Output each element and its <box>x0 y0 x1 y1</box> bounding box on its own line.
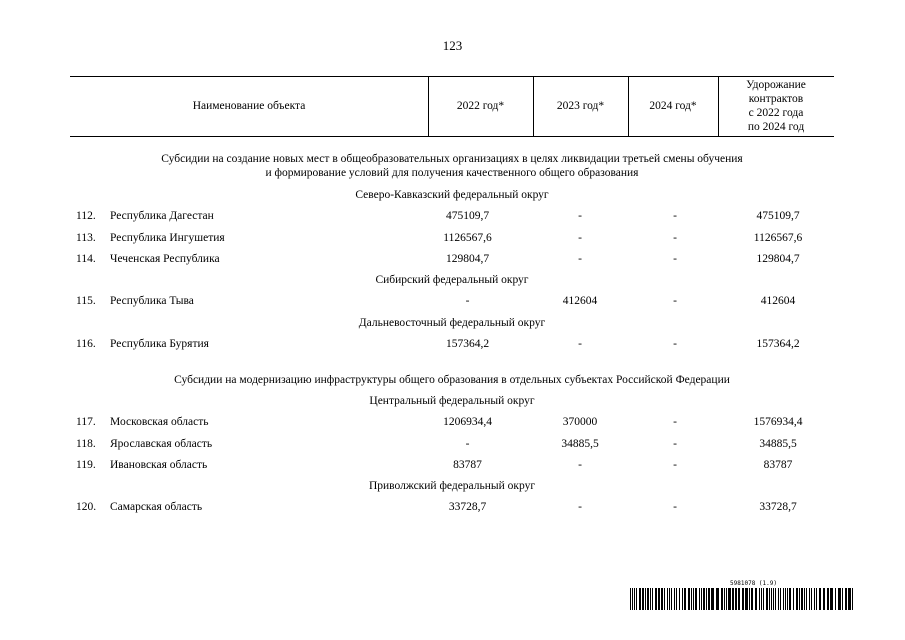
row-region: Самарская область <box>110 501 203 513</box>
row-number: 115. <box>76 295 96 307</box>
row-region: Ивановская область <box>110 459 208 471</box>
row-region: Московская область <box>110 416 209 428</box>
section-title-line: и формирование условий для получения качественного общего образования <box>265 167 639 179</box>
row-2022-value: - <box>465 295 470 307</box>
header-bottom-rule <box>70 136 834 137</box>
district-heading: Дальневосточный федеральный округ <box>358 317 546 329</box>
row-2023-value: - <box>578 253 582 265</box>
table-row <box>0 415 905 429</box>
barcode-label: 5981078 (1.9) <box>730 580 777 587</box>
row-2023-value: 412604 <box>562 295 598 307</box>
row-number: 113. <box>76 232 96 244</box>
row-2023-value: - <box>578 210 582 222</box>
district-heading: Сибирский федеральный округ <box>375 274 529 286</box>
row-2022-value: 1206934,4 <box>443 416 492 428</box>
row-2023-value: 34885,5 <box>561 438 599 450</box>
row-increase-value: 412604 <box>760 295 796 307</box>
row-number: 119. <box>76 459 96 471</box>
row-number: 117. <box>76 416 96 428</box>
row-2022-value: 33728,7 <box>448 501 487 513</box>
row-number: 112. <box>76 210 96 222</box>
row-region: Республика Бурятия <box>110 338 209 350</box>
header-increase-line: контрактов <box>748 93 804 105</box>
row-number: 116. <box>76 338 96 350</box>
row-2023-value: - <box>578 501 582 513</box>
page-number: 123 <box>442 38 463 53</box>
row-2024-value: - <box>673 295 677 307</box>
header-2023-column: 2023 год* <box>556 100 605 112</box>
row-2022-value: 475109,7 <box>445 210 490 222</box>
row-2024-value: - <box>673 459 677 471</box>
row-2022-value: 129804,7 <box>445 253 490 265</box>
table-row <box>0 231 905 245</box>
header-2022-column: 2022 год* <box>456 100 505 112</box>
district-heading: Центральный федеральный округ <box>369 395 535 407</box>
section-title <box>70 373 834 387</box>
table-row <box>0 337 905 351</box>
row-region: Республика Ингушетия <box>110 232 225 244</box>
header-2024-column: 2024 год* <box>649 100 697 112</box>
table-row <box>0 500 905 514</box>
row-region: Республика Тыва <box>110 295 194 307</box>
row-2022-value: 1126567,6 <box>443 232 492 244</box>
row-2022-value: 83787 <box>453 459 482 471</box>
row-2023-value: 370000 <box>562 416 598 428</box>
row-2022-value: 157364,2 <box>445 338 490 350</box>
row-2023-value: - <box>578 232 582 244</box>
row-2024-value: - <box>673 253 677 265</box>
row-2023-value: - <box>578 459 582 471</box>
header-increase-column <box>718 76 834 136</box>
table-row <box>0 458 905 472</box>
row-increase-value: 475109,7 <box>756 210 800 222</box>
row-increase-value: 1576934,4 <box>753 416 803 428</box>
row-region: Республика Дагестан <box>110 210 214 222</box>
district-heading: Северо-Кавказский федеральный округ <box>355 189 549 201</box>
row-increase-value: 83787 <box>763 459 793 471</box>
table-row <box>0 437 905 451</box>
row-number: 120. <box>76 501 97 513</box>
section-title-line: Субсидии на модернизацию инфраструктуры общего образования в отдельных субъектах Российской Федерации <box>174 374 730 386</box>
row-2022-value: - <box>465 438 470 450</box>
row-2024-value: - <box>673 416 677 428</box>
table-row <box>0 209 905 223</box>
header-name-column: Наименование объекта <box>192 100 306 112</box>
barcode-block <box>630 580 855 614</box>
header-increase-line: Удорожание <box>746 79 806 91</box>
table-row <box>0 252 905 266</box>
row-increase-value: 33728,7 <box>759 501 797 513</box>
row-2024-value: - <box>673 232 677 244</box>
row-increase-value: 157364,2 <box>756 338 800 350</box>
district-heading: Приволжский федеральный округ <box>368 480 536 492</box>
row-2024-value: - <box>673 210 677 222</box>
row-increase-value: 1126567,6 <box>753 232 803 244</box>
barcode-image <box>630 588 855 610</box>
section-title <box>70 152 834 180</box>
row-number: 114. <box>76 253 96 265</box>
table-row <box>0 294 905 308</box>
row-2024-value: - <box>673 338 677 350</box>
section-title-line: Субсидии на создание новых мест в общеобразовательных организациях в целях ликвидации третьей смены обучения <box>161 153 743 165</box>
row-increase-value: 129804,7 <box>756 253 800 265</box>
header-increase-line: с 2022 года <box>748 107 804 119</box>
header-increase-line: по 2024 год <box>747 121 805 133</box>
row-region: Чеченская Республика <box>110 253 220 265</box>
row-increase-value: 34885,5 <box>759 438 797 450</box>
row-2024-value: - <box>673 438 677 450</box>
row-2023-value: - <box>578 338 582 350</box>
row-region: Ярославская область <box>110 438 213 450</box>
row-number: 118. <box>76 438 96 450</box>
row-2024-value: - <box>673 501 677 513</box>
